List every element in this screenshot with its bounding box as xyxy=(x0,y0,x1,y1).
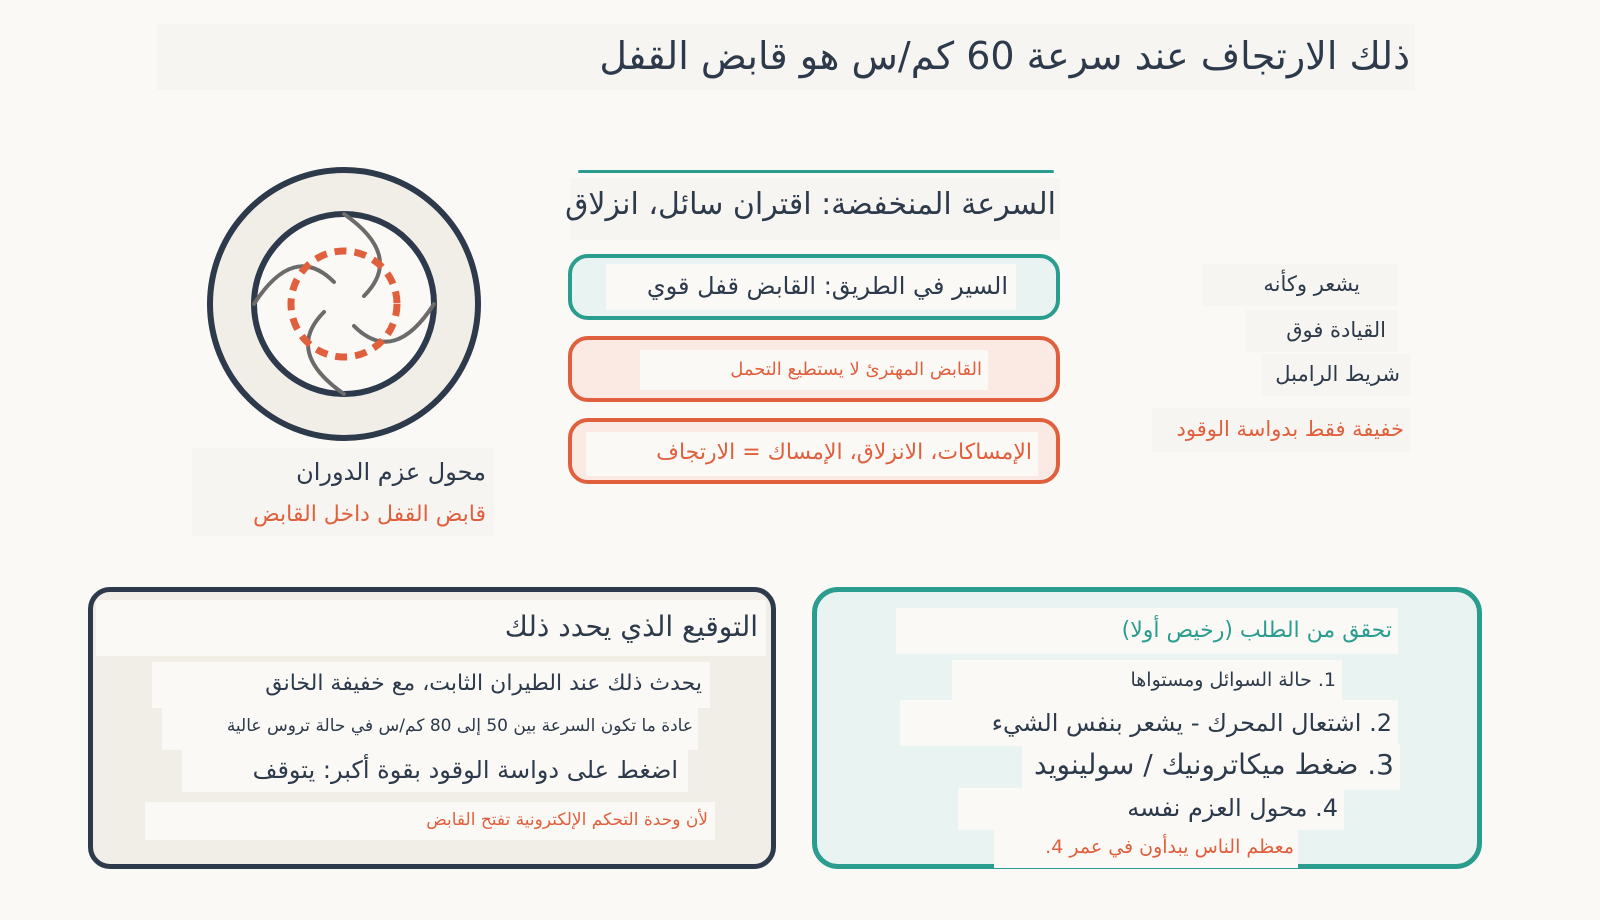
checklist-item-1: 1. حالة السوائل ومستواها xyxy=(1130,669,1336,691)
feel-line-2: القيادة فوق xyxy=(1286,318,1386,342)
checklist-item-2: 2. اشتعال المحرك - يشعر بنفس الشيء xyxy=(991,709,1392,737)
converter-label: محول عزم الدوران xyxy=(296,458,486,486)
feel-line-3: شريط الرامبل xyxy=(1275,362,1400,386)
checklist-item-3: 3. ضغط ميكاترونيك / سولينويد xyxy=(1034,748,1394,781)
torque-converter-icon xyxy=(204,166,484,446)
center-heading: السرعة المنخفضة: اقتران سائل، انزلاق xyxy=(565,187,1056,222)
checklist-item-4: 4. محول العزم نفسه xyxy=(1127,794,1338,822)
signature-line-2: عادة ما تكون السرعة بين 50 إلى 80 كم/س في حالة تروس عالية xyxy=(226,716,693,736)
page-title: ذلك الارتجاف عند سرعة 60 كم/س هو قابض القفل xyxy=(599,34,1410,78)
signature-line-4: لأن وحدة التحكم الإلكترونية تفتح القابض xyxy=(426,810,708,830)
checklist-heading: تحقق من الطلب (رخيص أولا) xyxy=(1121,618,1392,643)
feel-line-1: يشعر وكأنه xyxy=(1263,272,1360,296)
signature-heading: التوقيع الذي يحدد ذلك xyxy=(504,610,758,643)
worn-clutch-text: القابض المهترئ لا يستطيع التحمل xyxy=(730,359,982,380)
feel-line-4: خفيفة فقط بدواسة الوقود xyxy=(1176,417,1404,441)
shudder-text: الإمساكات، الانزلاق، الإمساك = الارتجاف xyxy=(656,440,1032,465)
signature-line-1: يحدث ذلك عند الطيران الثابت، مع خفيفة الخانق xyxy=(265,671,702,696)
checklist-note: معظم الناس يبدأون في عمر 4. xyxy=(1045,836,1294,858)
road-lock-text: السير في الطريق: القابض قفل قوي xyxy=(646,272,1008,300)
signature-line-3: اضغط على دواسة الوقود بقوة أكبر: يتوقف xyxy=(252,756,678,784)
center-top-rule xyxy=(578,170,1054,173)
converter-sublabel: قابض القفل داخل القابض xyxy=(253,502,486,527)
